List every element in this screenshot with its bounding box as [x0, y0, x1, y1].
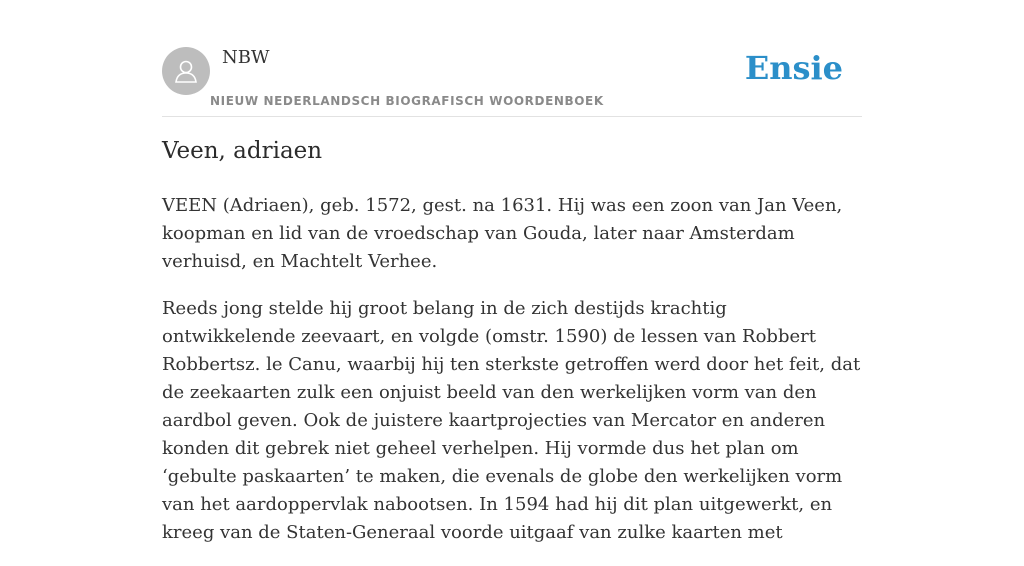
article-paragraph: VEEN (Adriaen), geb. 1572, gest. na 1631. Hij was een zoon van Jan Veen, koopman en lid van de vroedschap van Gouda, later naar Amsterdam verhuisd, en Machtelt Verhee.: [162, 195, 843, 272]
article-paragraph: Reeds jong stelde hij groot belang in de zich destijds krachtig ontwikkelende zeevaart, en volgde (omstr. 1590) de lessen van Robbert Robbertsz. le Canu, waarbij hij ten sterkste getroffen werd door het feit, dat de zeekaarten zulk een onjuist beeld van den werkelijken vorm van den aardbol geven. Ook de juistere kaartprojecties van Mercator en anderen konden dit gebrek niet geheel verhelpen. Hij vormde dus het plan om ‘gebulte paskaarten’ te maken, die evenals de globe den werkelijken vorm van het aardoppervlak nabootsen. In 1594 had hij dit plan uitgewerkt, en kreeg van de Staten-Generaal voorde uitgaaf van zulke kaarten met: [162, 298, 861, 543]
source-name[interactable]: NBW: [222, 47, 270, 68]
article-body: [162, 192, 862, 566]
source-header: [162, 44, 862, 117]
avatar[interactable]: [162, 47, 210, 95]
user-icon: [171, 56, 201, 86]
page-title: Veen, adriaen: [162, 138, 323, 164]
brand-logo[interactable]: Ensie: [744, 49, 843, 87]
source-full-name: NIEUW NEDERLANDSCH BIOGRAFISCH WOORDENBOEK: [210, 94, 604, 108]
